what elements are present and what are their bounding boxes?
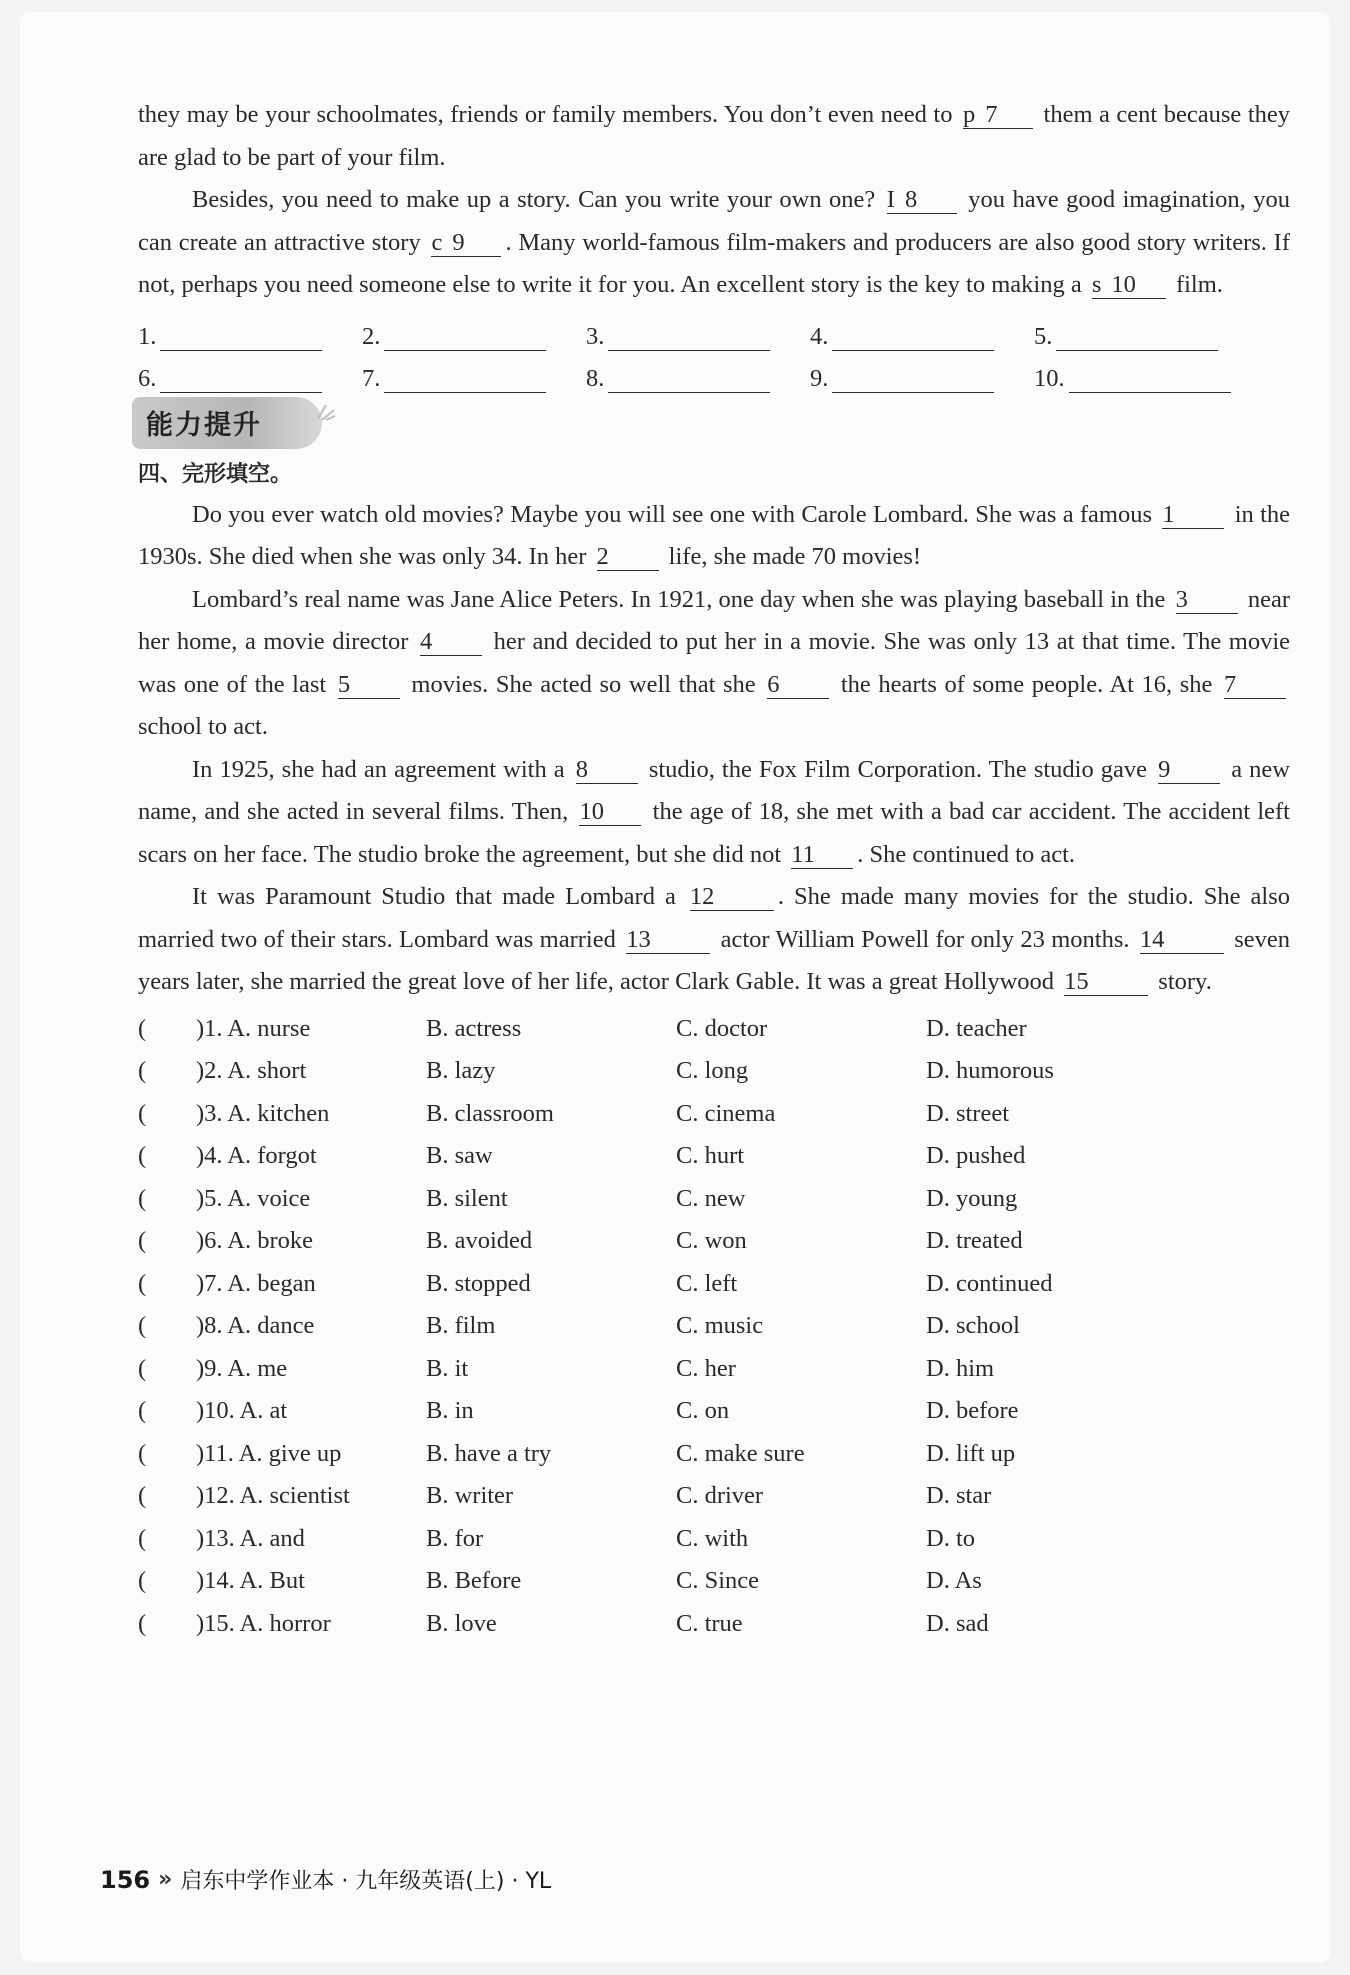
option-c[interactable]: C. hurt [676, 1142, 745, 1170]
answer-line[interactable] [362, 351, 586, 393]
answer-lines [138, 309, 1290, 393]
passage-paragraph-4 [138, 876, 1290, 1004]
option-b[interactable]: B. writer [426, 1482, 514, 1510]
question-option-a[interactable]: )8. A. dance [196, 1312, 315, 1340]
text: near her home, a movie director [138, 585, 1291, 655]
option-c[interactable]: C. driver [676, 1482, 764, 1510]
option-d[interactable]: D. star [926, 1482, 992, 1510]
answer-paren[interactable]: ( [138, 1014, 147, 1042]
option-c[interactable]: C. true [676, 1609, 743, 1637]
text: movies. She acted so well that she [411, 670, 756, 698]
write-line[interactable] [1069, 366, 1231, 393]
answer-paren[interactable]: ( [138, 1269, 147, 1297]
text: . She made many movies for the studio. She also married two of their stars. Lombard was married [138, 883, 1290, 953]
option-c[interactable]: C. won [676, 1227, 747, 1255]
option-d[interactable]: D. As [926, 1567, 982, 1595]
question-option-a[interactable]: )2. A. short [196, 1057, 307, 1085]
option-d[interactable]: D. school [926, 1312, 1020, 1340]
option-d[interactable]: D. lift up [926, 1439, 1016, 1467]
option-d[interactable]: D. before [926, 1397, 1019, 1425]
options-table [138, 1008, 1290, 1646]
answer-paren[interactable]: ( [138, 1057, 147, 1085]
blank-number: 10 [1111, 271, 1136, 298]
cloze-blank-4[interactable]: 4 [420, 629, 482, 656]
text: a new name, and she acted in several films. Then, [138, 755, 1290, 825]
text: In 1925, she had an agreement with a [192, 755, 565, 783]
cloze-blank-7[interactable]: 7 [1224, 672, 1286, 699]
text: story. [1158, 968, 1212, 995]
answer-paren[interactable]: ( [138, 1439, 147, 1467]
write-line[interactable] [1056, 324, 1218, 351]
question-row [138, 1178, 1290, 1221]
option-b[interactable]: B. love [426, 1609, 497, 1637]
text: actor William Powell for only 23 months. [720, 925, 1130, 953]
answer-line[interactable] [586, 309, 810, 351]
question-option-a[interactable]: )9. A. me [196, 1354, 288, 1382]
answer-line[interactable] [138, 351, 362, 393]
page-content [138, 94, 1290, 1645]
option-c[interactable]: C. her [676, 1354, 736, 1382]
cloze-blank-8[interactable]: 8 [576, 757, 638, 784]
cloze-blank-14[interactable]: 14 [1140, 927, 1224, 954]
question-option-a[interactable]: )1. A. nurse [196, 1014, 311, 1042]
question-option-a[interactable]: )15. A. horror [196, 1609, 331, 1637]
text: they may be your schoolmates, friends or family members. You don’t even need to [138, 101, 953, 128]
option-b[interactable]: B. for [426, 1524, 484, 1552]
question-row [138, 1305, 1290, 1348]
text: Besides, you need to make up a story. Can you write your own one? [192, 186, 876, 213]
question-row [138, 1135, 1290, 1178]
option-b[interactable]: B. have a try [426, 1439, 552, 1467]
blank-prefix: I [886, 186, 895, 213]
option-c[interactable]: C. cinema [676, 1099, 776, 1127]
question-row [138, 1263, 1290, 1306]
option-c[interactable]: C. doctor [676, 1014, 768, 1042]
option-c[interactable]: C. new [676, 1184, 746, 1212]
cloze-blank-10[interactable]: 10 [579, 799, 641, 826]
cloze-blank-5[interactable]: 5 [338, 672, 400, 699]
option-c[interactable]: C. left [676, 1269, 738, 1297]
cloze-blank-12[interactable]: 12 [690, 884, 774, 911]
answer-label: 7. [362, 364, 381, 392]
question-option-a[interactable]: )13. A. and [196, 1524, 305, 1552]
blank-number: 7 [985, 101, 998, 128]
option-b[interactable]: B. saw [426, 1142, 493, 1170]
text: Lombard’s real name was Jane Alice Peters. In 1921, one day when she was playing baseball in the [192, 585, 1166, 613]
answer-label: 1. [138, 322, 157, 350]
answer-paren[interactable]: ( [138, 1482, 147, 1510]
answer-paren[interactable]: ( [138, 1609, 147, 1637]
text: her and decided to put her in a movie. She was only 13 at that time. The movie was one of the last [138, 628, 1291, 698]
answer-label: 3. [586, 322, 605, 350]
cloze-blank-9[interactable]: 9 [1158, 757, 1220, 784]
question-row [138, 1433, 1290, 1476]
write-line[interactable] [160, 324, 322, 351]
option-d[interactable]: D. treated [926, 1227, 1023, 1255]
option-c[interactable]: C. long [676, 1057, 749, 1085]
blank-number: 8 [904, 186, 918, 213]
text: film. [1175, 271, 1223, 298]
option-b[interactable]: B. classroom [426, 1099, 554, 1127]
question-option-a[interactable]: )3. A. kitchen [196, 1099, 330, 1127]
write-line[interactable] [608, 324, 770, 351]
question-row [138, 1348, 1290, 1391]
text: Do you ever watch old movies? Maybe you will see one with Carole Lombard. She was a famous [192, 500, 1153, 528]
question-row [138, 1603, 1290, 1646]
banner-label: 能力提升 [146, 410, 262, 441]
cloze-blank-2[interactable]: 2 [597, 544, 659, 571]
write-line[interactable] [832, 324, 994, 351]
blank-prefix: s [1091, 271, 1102, 298]
cloze-blank-3[interactable]: 3 [1176, 587, 1238, 614]
question-option-a[interactable]: )12. A. scientist [196, 1482, 350, 1510]
option-b[interactable]: B. in [426, 1397, 474, 1425]
write-line[interactable] [384, 366, 546, 393]
answer-line[interactable] [810, 351, 1034, 393]
write-line[interactable] [832, 366, 994, 393]
question-row [138, 1093, 1290, 1136]
cloze-a-paragraph-1 [138, 94, 1290, 179]
answer-paren[interactable]: ( [138, 1099, 147, 1127]
option-b[interactable]: B. actress [426, 1014, 522, 1042]
question-row [138, 1518, 1290, 1561]
passage-paragraph-2 [138, 579, 1290, 749]
text: the age of 18, she met with a bad car accident. The accident left scars on her face. The studio broke the agreement, but she did not [138, 798, 1290, 868]
answer-blank-9[interactable] [431, 230, 501, 257]
answer-label: 5. [1034, 322, 1053, 350]
question-row [138, 1475, 1290, 1518]
answer-label: 6. [138, 364, 157, 392]
write-line[interactable] [160, 366, 322, 393]
text: them a cent because they are glad to be part of your film. [138, 101, 1290, 171]
workbook-page [20, 12, 1330, 1962]
question-row [138, 1220, 1290, 1263]
question-option-a[interactable]: )4. A. forgot [196, 1142, 317, 1170]
question-row [138, 1008, 1290, 1051]
answer-paren[interactable]: ( [138, 1227, 147, 1255]
answer-paren[interactable]: ( [138, 1142, 147, 1170]
answer-line[interactable] [138, 309, 362, 351]
text: . Many world-famous film-makers and producers are also good story writers. If not, perhaps you need someone else to write it for you. An excellent story is the key to making a [138, 228, 1290, 298]
passage-paragraph-1 [138, 494, 1290, 579]
option-d[interactable]: D. continued [926, 1269, 1053, 1297]
question-option-a[interactable]: )7. A. began [196, 1269, 316, 1297]
double-chevron-icon: » [158, 1867, 173, 1892]
option-d[interactable]: D. pushed [926, 1142, 1026, 1170]
text: in the 1930s. She died when she was only 34. In her [138, 500, 1291, 570]
passage-paragraph-3 [138, 749, 1290, 877]
question-option-a[interactable]: )14. A. But [196, 1567, 305, 1595]
answer-line[interactable] [586, 351, 810, 393]
answer-paren[interactable]: ( [138, 1312, 147, 1340]
option-d[interactable]: D. him [926, 1354, 995, 1382]
answer-blank-7[interactable] [963, 102, 1033, 129]
write-line[interactable] [608, 366, 770, 393]
answer-line[interactable] [362, 309, 586, 351]
sparkle-icon [316, 401, 336, 421]
question-row [138, 1390, 1290, 1433]
cloze-blank-1[interactable]: 1 [1162, 502, 1224, 529]
option-b[interactable]: B. Before [426, 1567, 522, 1595]
page-footer [100, 1864, 551, 1895]
answer-blank-8[interactable] [887, 187, 957, 214]
question-option-a[interactable]: )6. A. broke [196, 1227, 314, 1255]
answer-line[interactable] [1034, 351, 1258, 393]
answer-paren[interactable]: ( [138, 1397, 147, 1425]
blank-number: 9 [452, 228, 465, 256]
option-b[interactable]: B. silent [426, 1184, 508, 1212]
answer-paren[interactable]: ( [138, 1524, 147, 1552]
answer-label: 4. [810, 322, 829, 350]
option-c[interactable]: C. on [676, 1397, 730, 1425]
section-title: 四、完形填空。 [138, 461, 293, 487]
cloze-blank-6[interactable]: 6 [767, 672, 829, 699]
option-d[interactable]: D. young [926, 1184, 1018, 1212]
text: seven years later, she married the great love of her life, actor Clark Gable. It was a great Hollywood [138, 925, 1291, 995]
write-line[interactable] [384, 324, 546, 351]
cloze-blank-15[interactable]: 15 [1064, 969, 1148, 996]
answer-blank-10[interactable] [1092, 272, 1166, 299]
question-row [138, 1050, 1290, 1093]
text: life, she made 70 movies! [668, 543, 922, 570]
text: studio, the Fox Film Corporation. The studio gave [648, 755, 1148, 783]
cloze-a-paragraph-2 [138, 179, 1290, 307]
option-c[interactable]: C. music [676, 1312, 764, 1340]
text: the hearts of some people. At 16, she [840, 670, 1213, 698]
option-d[interactable]: D. teacher [926, 1014, 1027, 1042]
answer-line[interactable] [1034, 309, 1258, 351]
option-d[interactable]: D. street [926, 1099, 1009, 1127]
question-option-a[interactable]: )11. A. give up [196, 1439, 342, 1467]
option-b[interactable]: B. stopped [426, 1269, 531, 1297]
option-d[interactable]: D. humorous [926, 1057, 1054, 1085]
answer-paren[interactable]: ( [138, 1184, 147, 1212]
answer-label: 2. [362, 322, 381, 350]
question-option-a[interactable]: )5. A. voice [196, 1184, 311, 1212]
option-b[interactable]: B. avoided [426, 1227, 533, 1255]
answer-paren[interactable]: ( [138, 1354, 147, 1382]
text: you have good imagination, you can create an attractive story [138, 186, 1290, 256]
cloze-blank-13[interactable]: 13 [626, 927, 710, 954]
option-d[interactable]: D. sad [926, 1609, 989, 1637]
option-c[interactable]: C. with [676, 1524, 749, 1552]
option-c[interactable]: C. Since [676, 1567, 760, 1595]
book-title: 启东中学作业本 · 九年级英语(上) · YL [180, 1869, 552, 1894]
blank-prefix: p [962, 101, 976, 128]
question-row [138, 1560, 1290, 1603]
option-b[interactable]: B. it [426, 1354, 469, 1382]
text: It was Paramount Studio that made Lombard a [192, 883, 676, 910]
option-b[interactable]: B. lazy [426, 1057, 496, 1085]
page-number: 156 [100, 1865, 151, 1894]
answer-label: 9. [810, 364, 829, 392]
answer-label: 10. [1034, 364, 1065, 392]
text: school to act. [138, 713, 268, 740]
ability-banner [132, 397, 322, 449]
option-d[interactable]: D. to [926, 1524, 975, 1552]
question-option-a[interactable]: )10. A. at [196, 1397, 288, 1425]
cloze-blank-11[interactable]: 11 [791, 842, 853, 869]
answer-label: 8. [586, 364, 605, 392]
option-b[interactable]: B. film [426, 1312, 496, 1340]
option-c[interactable]: C. make sure [676, 1439, 805, 1467]
blank-prefix: c [431, 228, 443, 256]
answer-paren[interactable]: ( [138, 1567, 147, 1595]
text: . She continued to act. [857, 840, 1076, 868]
answer-line[interactable] [810, 309, 1034, 351]
